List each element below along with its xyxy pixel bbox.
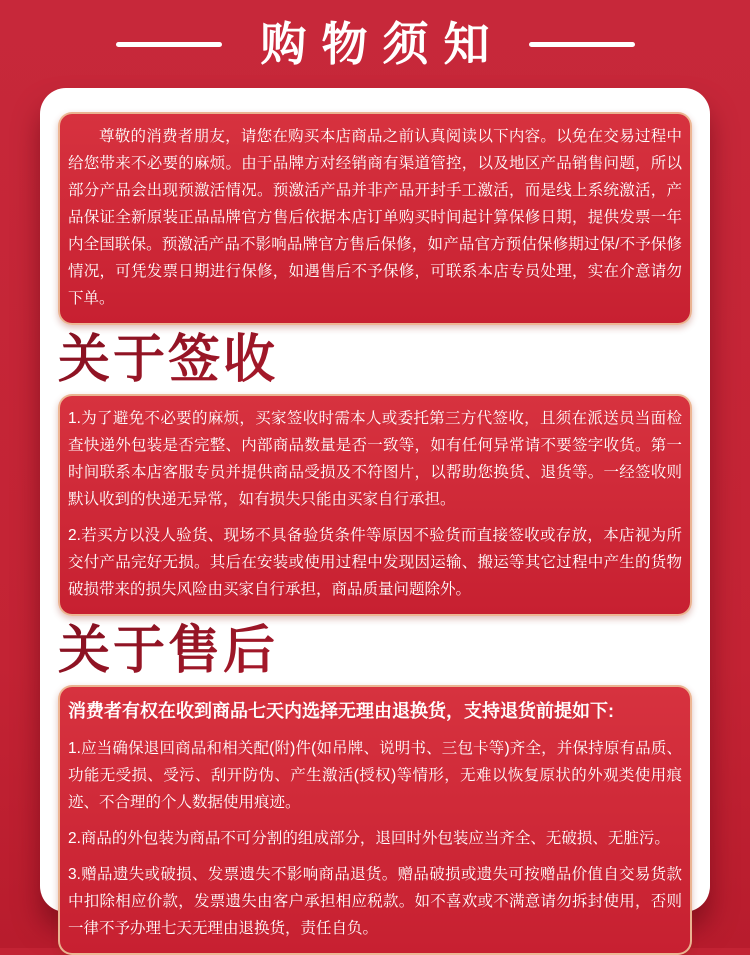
aftersales-lead-statement: 消费者有权在收到商品七天内选择无理由退换货，支持退货前提如下:: [68, 701, 614, 721]
aftersales-paragraph-3: 3.赠品遗失或破损、发票遗失不影响商品退货。赠品破损或遗失可按赠品价值自交易货款中扣除相应价款，发票遗失由客户承担相应税款。如不喜欢或不满意请勿拆封使用，否则一律不予办理七天无理由退换货，责任自负。: [68, 866, 682, 937]
section-heading-receiving: 关于签收: [58, 331, 692, 389]
title-decoration-line-left: [116, 42, 222, 47]
aftersales-paragraph-2: 2.商品的外包装为商品不可分割的组成部分，退回时外包装应当齐全、无破损、无脏污。: [68, 830, 670, 847]
intro-paragraph: 尊敬的消费者朋友，请您在购买本店商品之前认真阅读以下内容。以免在交易过程中给您带来不必要的麻烦。由于品牌方对经销商有渠道管控，以及地区产品销售问题，所以部分产品会出现预激活情况。预激活产品并非产品开封手工激活，而是线上系统激活，产品保证全新原装正品品牌官方售后依据本店订单购买时间起计算保修日期，提供发票一年内全国联保。预激活产品不影响品牌官方售后保修，如产品官方预估保修期过保/不予保修情况，可凭发票日期进行保修，如遇售后不予保修，可联系本店专员处理，实在介意请勿下单。: [68, 128, 682, 307]
intro-notice-box: [58, 112, 692, 325]
receiving-paragraph-2: 2.若买方以没人验货、现场不具备验货条件等原因不验货而直接签收或存放，本店视为所交付产品完好无损。其后在安装或使用过程中发现因运输、搬运等其它过程中产生的货物破损带来的损失风险由买家自行承担，商品质量问题除外。: [68, 527, 682, 598]
aftersales-paragraph-1: 1.应当确保退回商品和相关配(附)件(如吊牌、说明书、三包卡等)齐全，并保持原有品质、功能无受损、受污、刮开防伪、产生激活(授权)等情形，无难以恢复原状的外观类使用痕迹、不合理的个人数据使用痕迹。: [68, 740, 682, 811]
aftersales-notice-box: [58, 685, 692, 955]
receiving-notice-box: [58, 394, 692, 616]
notice-panel: [40, 88, 710, 937]
page-title: 购物须知: [260, 18, 505, 70]
section-heading-aftersales: 关于售后: [58, 622, 692, 680]
receiving-paragraph-1: 1.为了避免不必要的麻烦，买家签收时需本人或委托第三方代签收，且须在派送员当面检查快递外包装是否完整、内部商品数量是否一致等，如有任何异常请不要签字收货。第一时间联系本店客服专员并提供商品受损及不符图片，以帮助您换货、退货等。一经签收则默认收到的快递无异常，如有损失只能由买家自行承担。: [68, 410, 682, 508]
title-decoration-line-right: [529, 42, 635, 47]
page-header: [0, 0, 750, 88]
